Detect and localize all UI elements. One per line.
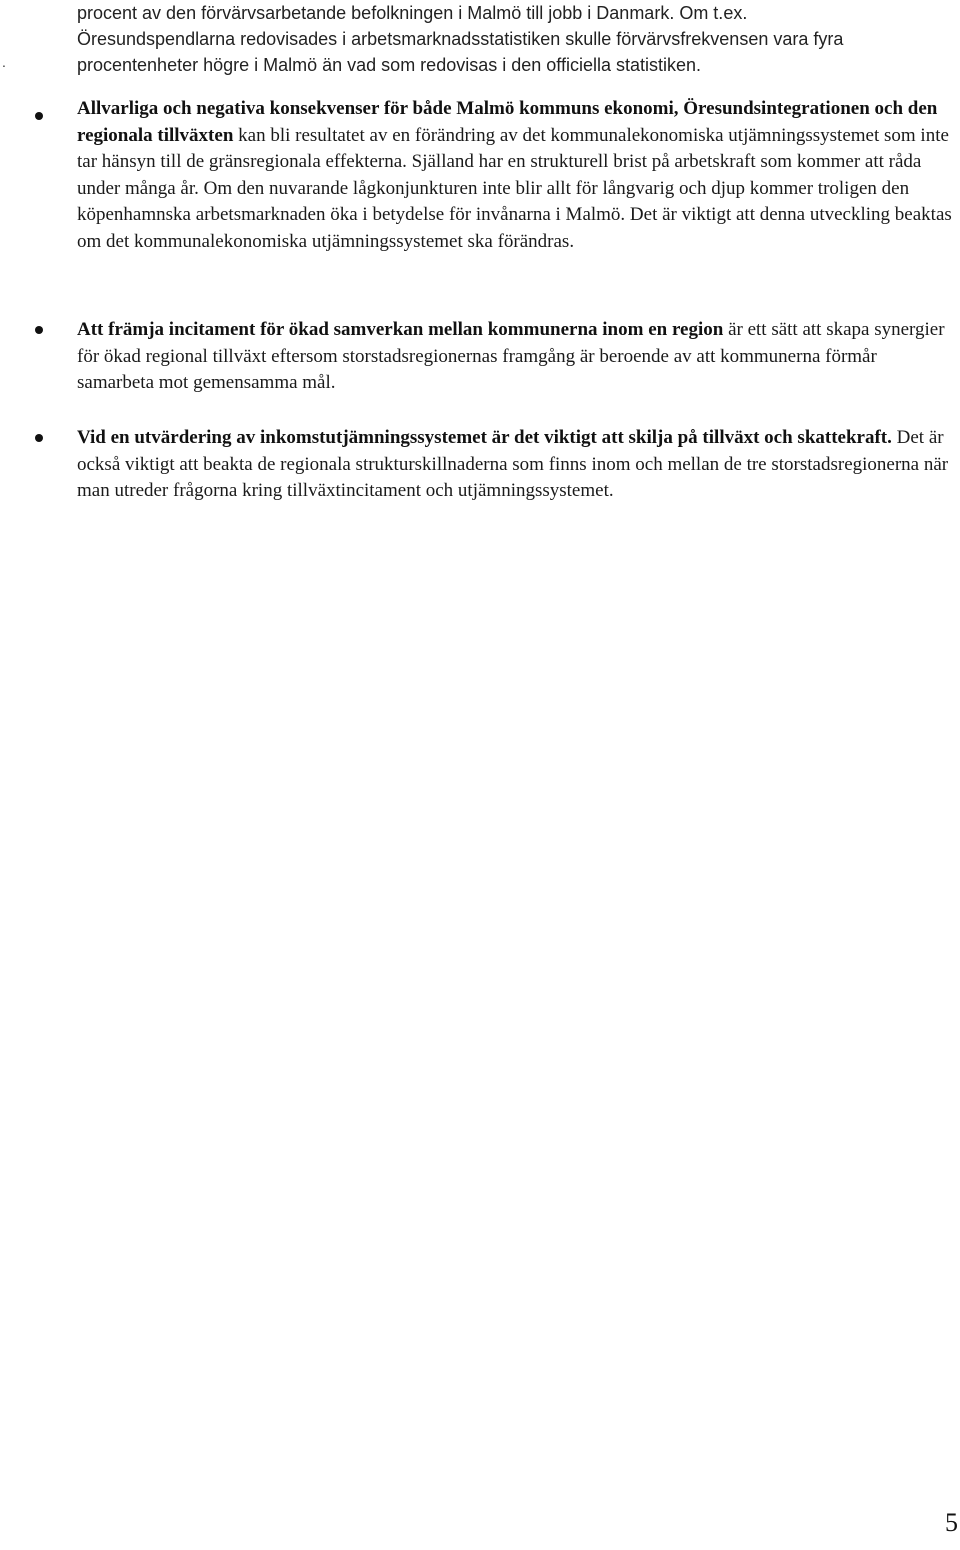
bullet-heading: Allvarliga och negativa konsekvenser för både Malmö kommuns ekonomi, Öresundsintegrationen och den regionala tillväxten (77, 98, 938, 146)
bullet-body: Det är också viktigt att beakta de regionala strukturskillnaderna som finns inom och mellan de tre storstadsregionerna när man utreder frågorna kring tillväxtincitament och utjämningssystemet. (77, 427, 949, 501)
bullet-icon (35, 326, 43, 334)
intro-line: procent av den förvärvsarbetande befolkningen i Malmö till jobb i Danmark. Om t.ex. (77, 3, 748, 23)
intro-line: Öresundspendlarna redovisades i arbetsmarknadsstatistiken skulle förvärvsfrekvensen vara fyra (77, 29, 844, 49)
bullet-icon (35, 112, 43, 120)
intro-line: procentenheter högre i Malmö än vad som redovisas i den officiella statistiken. (77, 55, 701, 75)
intro-paragraph (77, 0, 947, 78)
bullet-icon (35, 434, 43, 442)
page-number: 5 (945, 1508, 958, 1537)
bullet-text (77, 96, 952, 255)
stray-mark: . (2, 54, 6, 70)
bullet-text (77, 425, 952, 505)
bullet-body: är ett sätt att skapa synergier för ökad regional tillväxt eftersom storstadsregionernas framgång är beroende av att kommunerna förmår samarbeta mot gemensamma mål. (77, 319, 945, 393)
bullet-heading: Vid en utvärdering av inkomstutjämningssystemet är det viktigt att skilja på tillväxt och skattekraft. (77, 427, 892, 448)
bullet-heading: Att främja incitament för ökad samverkan mellan kommunerna inom en region (77, 319, 724, 340)
bullet-text (77, 317, 952, 397)
bullet-body: kan bli resultatet av en förändring av det kommunalekonomiska utjämningssystemet som inte tar hänsyn till de gränsregionala effekterna. Själland har en strukturell brist på arbetskraft som kommer att råda under många år. Om den nuvarande lågkonjunkturen inte blir allt för långvarig och djup kommer troligen den köpenhamnska arbetsmarknaden öka i betydelse för invånarna i Malmö. Det är viktigt att denna utveckling beaktas om det kommunalekonomiska utjämningssystemet ska förändras. (77, 124, 952, 252)
